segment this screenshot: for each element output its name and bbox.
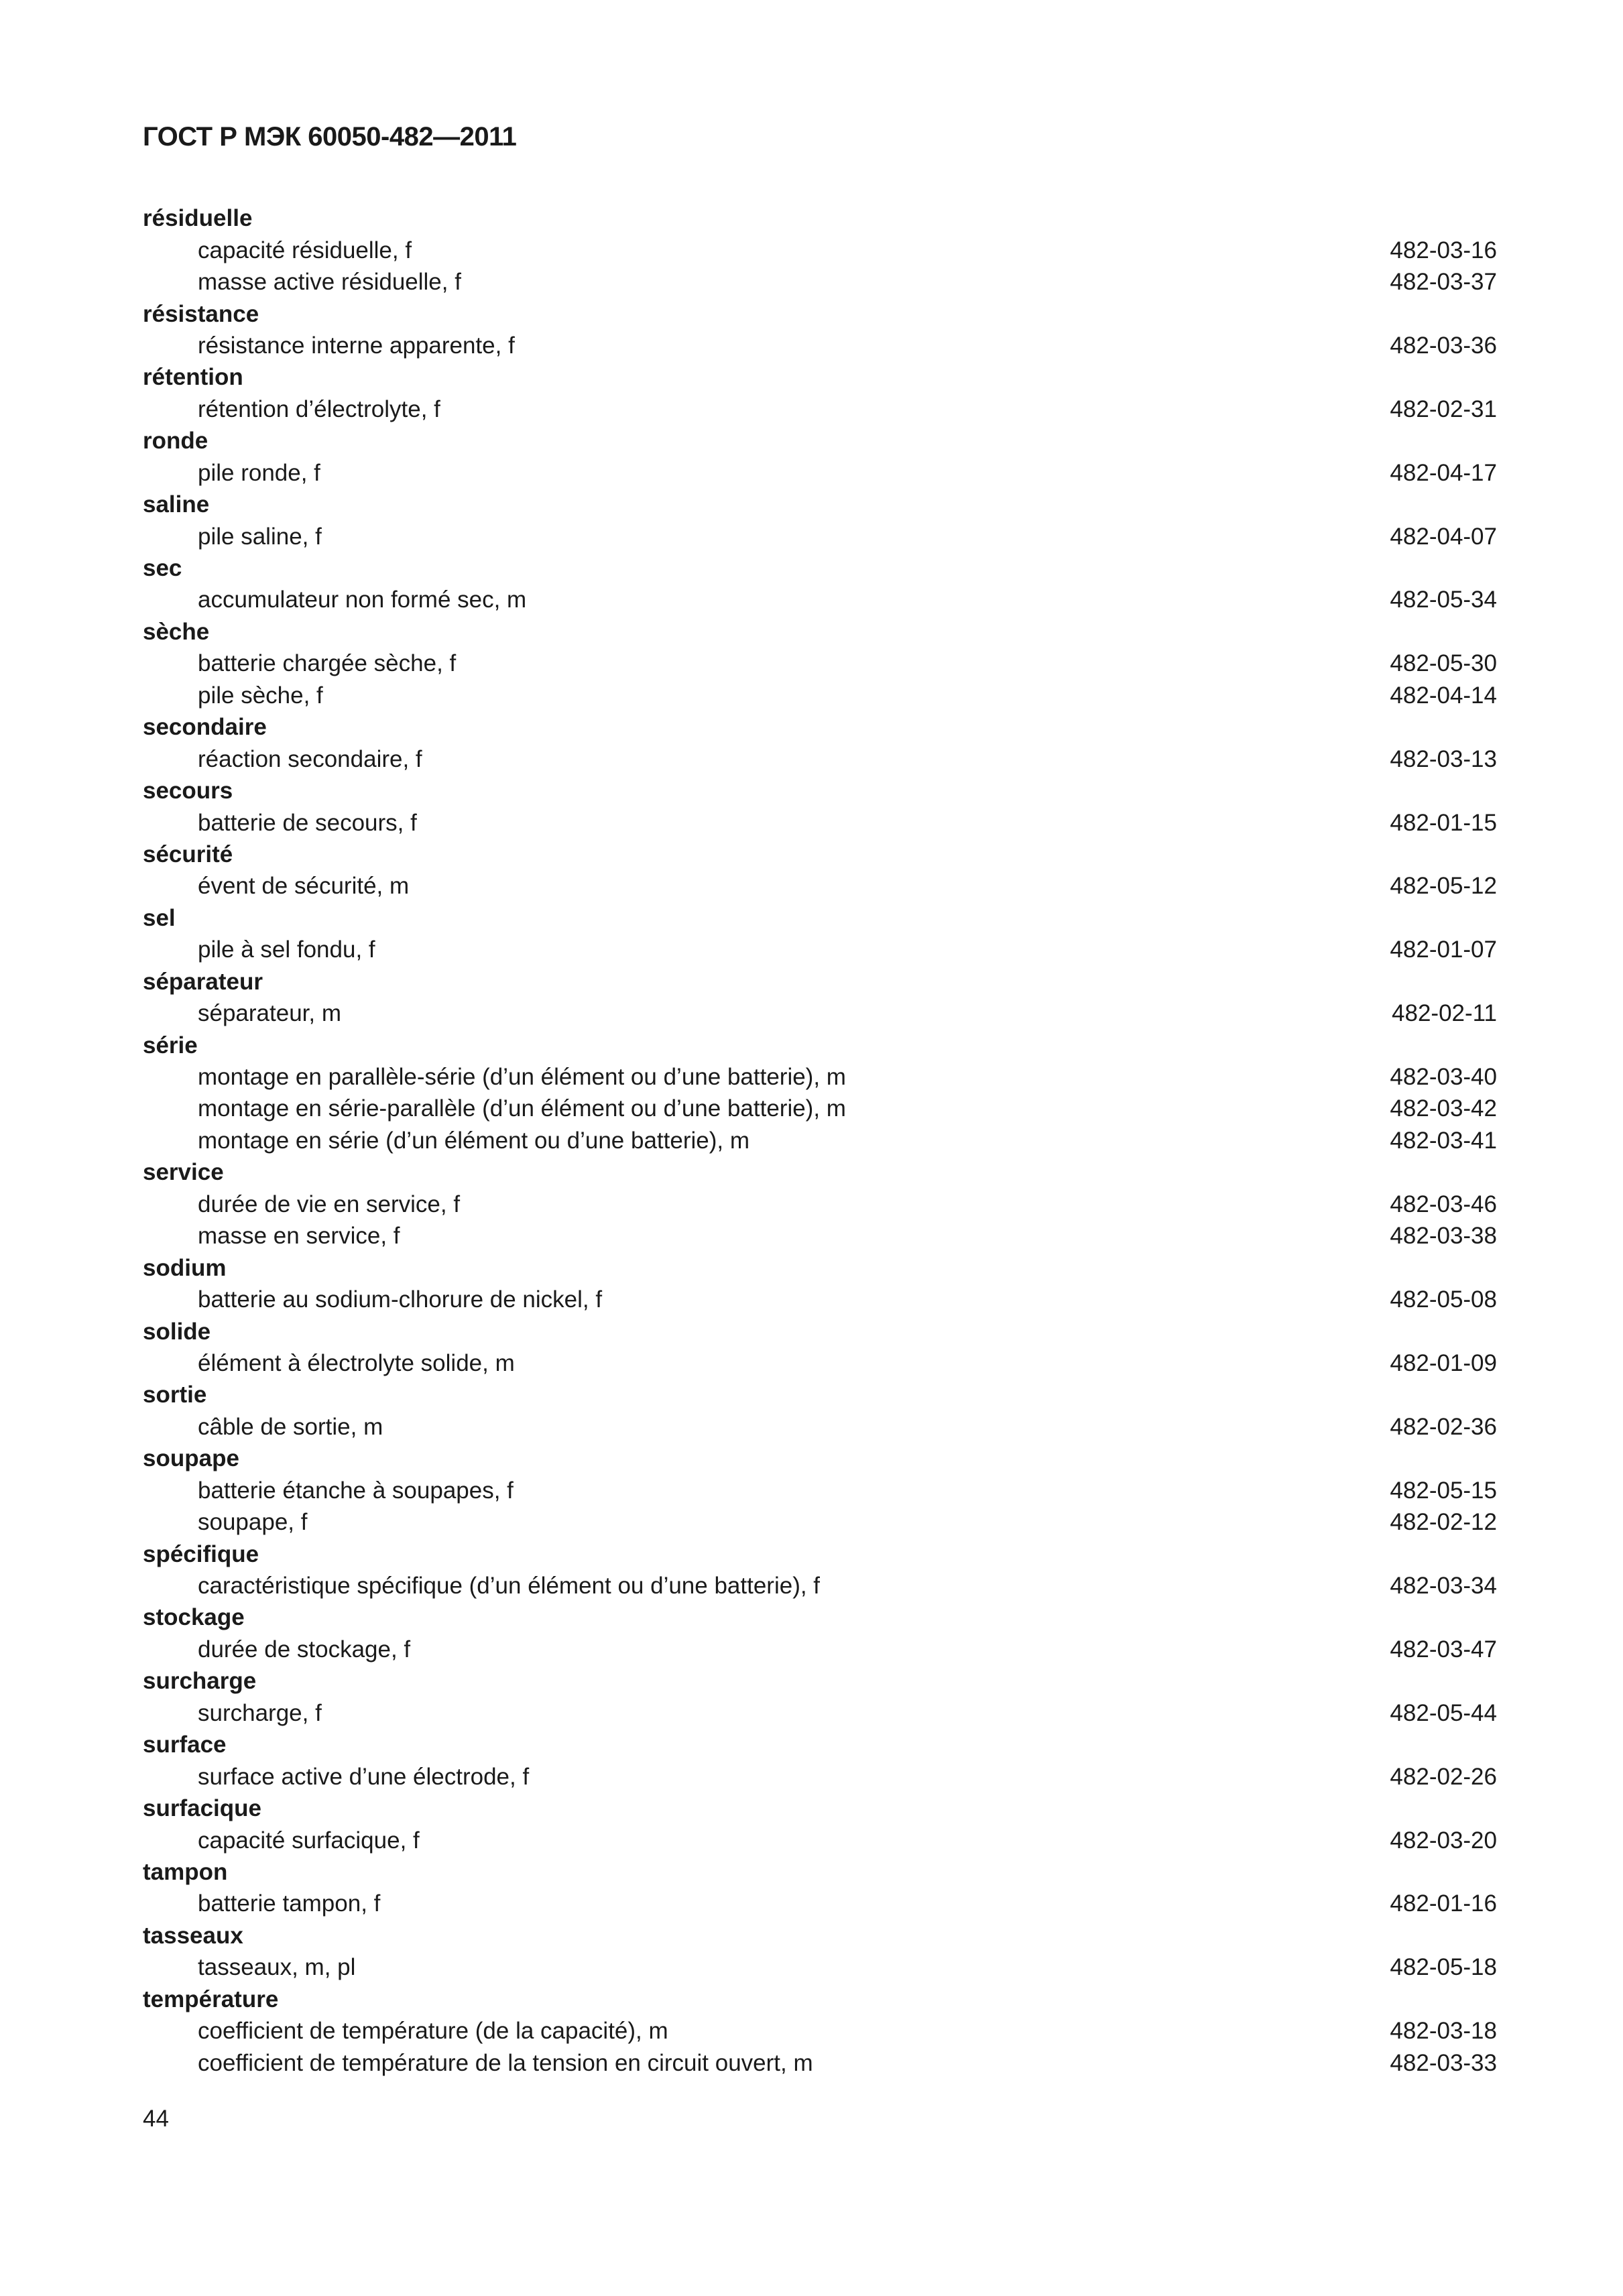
index-term-code: 482-05-15	[1390, 1477, 1497, 1504]
index-term-text: surcharge, f	[198, 1699, 322, 1726]
index-term-text: durée de stockage, f	[198, 1636, 411, 1663]
index-term-row	[143, 743, 1497, 774]
index-term-code: 482-04-07	[1390, 523, 1497, 550]
index-term-text: batterie tampon, f	[198, 1890, 381, 1917]
index-term-row	[143, 520, 1497, 552]
index-keyword: saline	[143, 491, 210, 518]
index-term-code: 482-03-37	[1390, 269, 1497, 296]
index-term-row	[143, 330, 1497, 361]
index-term-text: élément à électrolyte solide, m	[198, 1349, 515, 1376]
index-term-code: 482-03-13	[1390, 745, 1497, 772]
index-term-code: 482-03-33	[1390, 2049, 1497, 2076]
index-term-row	[143, 806, 1497, 838]
index-term-code: 482-03-20	[1390, 1827, 1497, 1854]
index-keyword: spécifique	[143, 1540, 259, 1567]
index-term-row	[143, 1475, 1497, 1506]
index-term-text: pile saline, f	[198, 523, 322, 550]
index-term-row	[143, 998, 1497, 1029]
index-term-code: 482-02-12	[1390, 1509, 1497, 1536]
index-term-text: évent de sécurité, m	[198, 873, 410, 900]
index-term-code: 482-01-16	[1390, 1890, 1497, 1917]
index-term-text: montage en série-parallèle (d’un élément ou d’une batterie), m	[198, 1095, 846, 1122]
index-term-row	[143, 1220, 1497, 1252]
index-term-code: 482-05-44	[1390, 1699, 1497, 1726]
index-term-text: rétention d’électrolyte, f	[198, 396, 440, 422]
index-keyword: tasseaux	[143, 1922, 243, 1949]
index-term-code: 482-03-16	[1390, 237, 1497, 263]
index-term-text: capacité résiduelle, f	[198, 237, 412, 263]
index-keyword: tampon	[143, 1858, 228, 1885]
index-term-row	[143, 1760, 1497, 1792]
index-term-code: 482-02-36	[1390, 1413, 1497, 1440]
index-term-text: montage en parallèle-série (d’un élément ou d’une batterie), m	[198, 1064, 846, 1091]
index-keyword: série	[143, 1032, 198, 1059]
index-term-text: masse en service, f	[198, 1223, 400, 1250]
index-term-text: pile sèche, f	[198, 682, 323, 709]
index-term-text: tasseaux, m, pl	[198, 1954, 356, 1981]
index-term-text: caractéristique spécifique (d’un élément ou d’une batterie), f	[198, 1573, 821, 1599]
index-term-code: 482-03-46	[1390, 1191, 1497, 1217]
index-keyword: surface	[143, 1732, 227, 1758]
index-term-row	[143, 584, 1497, 615]
index-term-text: batterie étanche à soupapes, f	[198, 1477, 514, 1504]
index-term-row	[143, 1284, 1497, 1315]
index-term-row	[143, 1570, 1497, 1602]
index-term-code: 482-05-08	[1390, 1286, 1497, 1313]
index-term-code: 482-02-31	[1390, 396, 1497, 422]
index-term-code: 482-03-41	[1390, 1127, 1497, 1154]
index-term-row	[143, 1888, 1497, 1919]
index-term-row	[143, 2015, 1497, 2047]
index-term-text: batterie chargée sèche, f	[198, 650, 457, 677]
index-term-row	[143, 1824, 1497, 1856]
index-term-text: montage en série (d’un élément ou d’une batterie), m	[198, 1127, 749, 1154]
index-term-text: coefficient de température de la tension en circuit ouvert, m	[198, 2049, 813, 2076]
index-term-code: 482-03-47	[1390, 1636, 1497, 1663]
index-term-code: 482-01-15	[1390, 809, 1497, 836]
index-keyword: séparateur	[143, 968, 263, 995]
index-list	[143, 202, 1497, 2079]
index-keyword: ronde	[143, 428, 208, 455]
index-term-code: 482-05-34	[1390, 587, 1497, 613]
index-term-code: 482-03-42	[1390, 1095, 1497, 1122]
index-term-row	[143, 457, 1497, 489]
index-keyword: surfacique	[143, 1795, 261, 1822]
index-term-text: séparateur, m	[198, 1000, 341, 1027]
index-term-text: résistance interne apparente, f	[198, 332, 515, 359]
index-term-text: accumulateur non formé sec, m	[198, 587, 527, 613]
index-term-text: pile à sel fondu, f	[198, 936, 375, 963]
index-term-code: 482-04-17	[1390, 459, 1497, 486]
index-term-row	[143, 1506, 1497, 1538]
index-term-text: câble de sortie, m	[198, 1413, 383, 1440]
index-term-code: 482-02-11	[1392, 1000, 1497, 1027]
index-term-code: 482-05-12	[1390, 873, 1497, 900]
index-term-code: 482-03-34	[1390, 1573, 1497, 1599]
index-keyword: température	[143, 1986, 279, 2012]
index-term-code: 482-02-26	[1390, 1763, 1497, 1790]
index-keyword: stockage	[143, 1604, 245, 1631]
index-term-row	[143, 1411, 1497, 1443]
index-term-code: 482-03-38	[1390, 1223, 1497, 1250]
index-term-row	[143, 1951, 1497, 1983]
index-term-code: 482-03-36	[1390, 332, 1497, 359]
index-term-text: soupape, f	[198, 1509, 308, 1536]
index-keyword: surcharge	[143, 1668, 257, 1695]
index-term-row	[143, 2047, 1497, 2078]
index-term-code: 482-05-18	[1390, 1954, 1497, 1981]
index-term-text: coefficient de température (de la capacité), m	[198, 2018, 668, 2045]
index-keyword: sortie	[143, 1382, 207, 1408]
document-header-title: ГОСТ Р МЭК 60050-482—2011	[143, 122, 517, 152]
index-keyword: secours	[143, 778, 233, 804]
index-keyword: rétention	[143, 364, 243, 391]
index-term-text: batterie au sodium-clhorure de nickel, f	[198, 1286, 603, 1313]
index-keyword: sel	[143, 904, 176, 931]
index-keyword: service	[143, 1159, 224, 1186]
index-keyword: solide	[143, 1318, 211, 1345]
index-term-row	[143, 870, 1497, 902]
index-keyword: résistance	[143, 300, 259, 327]
index-keyword: sèche	[143, 618, 210, 645]
index-term-row	[143, 1093, 1497, 1124]
index-term-row	[143, 680, 1497, 711]
page-number: 44	[143, 2106, 169, 2132]
index-term-row	[143, 1634, 1497, 1665]
index-keyword: sodium	[143, 1254, 227, 1281]
index-term-row	[143, 1347, 1497, 1379]
index-term-code: 482-01-09	[1390, 1349, 1497, 1376]
index-term-row	[143, 234, 1497, 265]
index-keyword: sec	[143, 555, 182, 582]
index-keyword: soupape	[143, 1445, 239, 1472]
index-term-row	[143, 1697, 1497, 1729]
index-term-row	[143, 1189, 1497, 1220]
index-term-row	[143, 648, 1497, 679]
index-term-text: pile ronde, f	[198, 459, 320, 486]
index-term-text: batterie de secours, f	[198, 809, 417, 836]
index-term-row	[143, 394, 1497, 425]
index-term-code: 482-03-18	[1390, 2018, 1497, 2045]
index-keyword: secondaire	[143, 714, 267, 741]
index-term-row	[143, 1125, 1497, 1156]
index-term-text: masse active résiduelle, f	[198, 269, 461, 296]
index-term-text: surface active d’une électrode, f	[198, 1763, 530, 1790]
index-term-row	[143, 266, 1497, 298]
index-term-code: 482-03-40	[1390, 1064, 1497, 1091]
index-keyword: sécurité	[143, 841, 233, 867]
index-term-code: 482-05-30	[1390, 650, 1497, 677]
index-term-text: capacité surfacique, f	[198, 1827, 420, 1854]
index-term-code: 482-04-14	[1390, 682, 1497, 709]
index-term-row	[143, 934, 1497, 965]
index-term-row	[143, 1061, 1497, 1093]
index-term-text: durée de vie en service, f	[198, 1191, 461, 1217]
index-keyword: résiduelle	[143, 205, 253, 232]
index-term-code: 482-01-07	[1390, 936, 1497, 963]
index-term-text: réaction secondaire, f	[198, 745, 422, 772]
